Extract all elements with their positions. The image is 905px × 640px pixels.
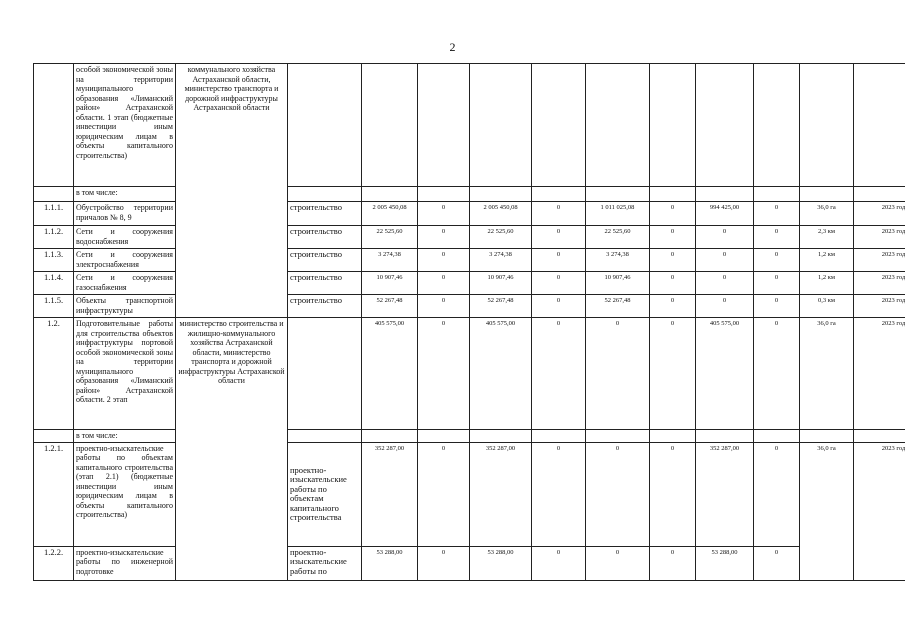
funding-year-2-other	[754, 187, 800, 202]
row-number	[34, 187, 74, 202]
funding-year-2-other	[754, 64, 800, 187]
funding-federal: 0	[418, 202, 470, 226]
funding-federal: 0	[418, 295, 470, 318]
funding-year-2: 53 288,00	[696, 546, 754, 580]
table-row	[34, 64, 905, 187]
funding-regional: 10 907,46	[470, 272, 532, 295]
capacity: 36,0 га	[800, 318, 854, 430]
capacity: 2,3 км	[800, 226, 854, 249]
funding-regional: 52 267,48	[470, 295, 532, 318]
table-row	[34, 272, 905, 295]
funding-year-2-other: 0	[754, 318, 800, 430]
funding-total: 352 287,00	[362, 442, 418, 546]
completion-year: 2023 год	[854, 318, 905, 430]
funding-year-2-other: 0	[754, 249, 800, 272]
funding-year-1-other	[650, 187, 696, 202]
funding-regional	[470, 64, 532, 187]
funding-year-1: 0	[586, 442, 650, 546]
capacity: 36,0 га	[800, 202, 854, 226]
capacity: 1,2 км	[800, 272, 854, 295]
funding-regional: 3 274,38	[470, 249, 532, 272]
funding-total: 53 288,00	[362, 546, 418, 580]
funding-regional	[470, 430, 532, 443]
row-number: 1.1.2.	[34, 226, 74, 249]
funding-regional: 53 288,00	[470, 546, 532, 580]
capacity	[800, 187, 854, 202]
table-row	[34, 546, 905, 580]
work-type: строительство	[288, 249, 362, 272]
funding-local: 0	[532, 442, 586, 546]
funding-year-2	[696, 187, 754, 202]
row-number: 1.1.5.	[34, 295, 74, 318]
row-number: 1.1.4.	[34, 272, 74, 295]
funding-year-1-other: 0	[650, 295, 696, 318]
work-type	[288, 64, 362, 187]
object-name: проектно-изыскательские работы по объектам капитального строительства (этап 2.1) (бюджетные инвестиции иным юридическим лицам в объекты капитального строительства)	[74, 442, 176, 546]
funding-year-2	[696, 430, 754, 443]
completion-year: 2023 год	[854, 202, 905, 226]
funding-year-2: 405 575,00	[696, 318, 754, 430]
funding-year-2-other: 0	[754, 226, 800, 249]
object-name: особой экономической зоны на территории муниципального образования «Лиманский район» Астраханской области. 1 этап (бюджетные инвестиции иным юридическим лицам в объекты капитального строительства)	[74, 64, 176, 187]
funding-year-2: 994 425,00	[696, 202, 754, 226]
completion-year: 2023 год	[854, 226, 905, 249]
funding-year-1	[586, 187, 650, 202]
funding-year-2-other	[754, 430, 800, 443]
funding-total	[362, 430, 418, 443]
funding-regional: 352 287,00	[470, 442, 532, 546]
funding-year-1: 0	[586, 546, 650, 580]
object-name: Подготовительные работы для строительства объектов инфраструктуры портовой особой экономической зоны на территории муниципального образования «Лиманский район» Астраханской области. 2 этап	[74, 318, 176, 430]
funding-year-2-other: 0	[754, 272, 800, 295]
capacity: 36,0 га	[800, 442, 854, 580]
funding-year-1	[586, 64, 650, 187]
funding-local: 0	[532, 295, 586, 318]
funding-year-1-other: 0	[650, 202, 696, 226]
work-type	[288, 318, 362, 430]
row-number: 1.2.2.	[34, 546, 74, 580]
funding-year-1-other: 0	[650, 249, 696, 272]
funding-local: 0	[532, 226, 586, 249]
funding-year-1: 52 267,48	[586, 295, 650, 318]
funding-regional: 22 525,60	[470, 226, 532, 249]
funding-total: 22 525,60	[362, 226, 418, 249]
funding-local: 0	[532, 272, 586, 295]
funding-federal	[418, 187, 470, 202]
table-row	[34, 187, 905, 202]
funding-year-2: 0	[696, 295, 754, 318]
funding-year-1-other: 0	[650, 318, 696, 430]
page-number: 2	[449, 40, 456, 54]
work-type: строительство	[288, 295, 362, 318]
funding-federal: 0	[418, 272, 470, 295]
funding-year-2: 0	[696, 249, 754, 272]
funding-total: 10 907,46	[362, 272, 418, 295]
funding-total: 52 267,48	[362, 295, 418, 318]
funding-year-2: 0	[696, 272, 754, 295]
funding-federal: 0	[418, 249, 470, 272]
table-row	[34, 202, 905, 226]
work-type	[288, 187, 362, 202]
executor-cell: министерство строительства и жилищно-коммунального хозяйства Астраханской области, министерство транспорта и дорожной инфраструктуры Астраханской области	[176, 318, 288, 581]
funding-total	[362, 187, 418, 202]
row-number: 1.1.3.	[34, 249, 74, 272]
completion-year	[854, 187, 905, 202]
object-name: проектно-изыскательские работы по инженерной подготовке	[74, 546, 176, 580]
funding-year-2-other: 0	[754, 442, 800, 546]
work-type: проектно-изыскательские работы по объектам капитального строительства	[288, 442, 362, 546]
table-row	[34, 226, 905, 249]
funding-year-1-other: 0	[650, 272, 696, 295]
work-type	[288, 430, 362, 443]
capacity	[800, 64, 854, 187]
completion-year: 2023 год	[854, 295, 905, 318]
work-type: строительство	[288, 202, 362, 226]
object-name: в том числе:	[74, 430, 176, 443]
work-type: проектно-изыскательские работы по	[288, 546, 362, 580]
row-number: 1.1.1.	[34, 202, 74, 226]
funding-federal: 0	[418, 318, 470, 430]
funding-year-2-other: 0	[754, 546, 800, 580]
table-row	[34, 249, 905, 272]
row-number	[34, 64, 74, 187]
capacity: 1,2 км	[800, 249, 854, 272]
object-name: Сети и сооружения электроснабжения	[74, 249, 176, 272]
funding-local	[532, 64, 586, 187]
funding-federal: 0	[418, 546, 470, 580]
funding-local: 0	[532, 249, 586, 272]
completion-year	[854, 64, 905, 187]
table-row	[34, 318, 905, 430]
object-name: Объекты транспортной инфраструктуры	[74, 295, 176, 318]
completion-year: 2023 год	[854, 442, 905, 580]
funding-year-1: 3 274,38	[586, 249, 650, 272]
funding-federal	[418, 64, 470, 187]
funding-year-1-other	[650, 64, 696, 187]
funding-year-2: 352 287,00	[696, 442, 754, 546]
row-number: 1.2.	[34, 318, 74, 430]
completion-year: 2023 год	[854, 249, 905, 272]
funding-total	[362, 64, 418, 187]
work-type: строительство	[288, 226, 362, 249]
funding-year-1-other	[650, 430, 696, 443]
object-name: Обустройство территории причалов № 8, 9	[74, 202, 176, 226]
table-row	[34, 430, 905, 443]
funding-local	[532, 430, 586, 443]
funding-federal: 0	[418, 442, 470, 546]
funding-total: 3 274,38	[362, 249, 418, 272]
funding-year-2	[696, 64, 754, 187]
table-row	[34, 295, 905, 318]
funding-federal	[418, 430, 470, 443]
funding-local: 0	[532, 202, 586, 226]
table-row	[34, 442, 905, 546]
funding-federal: 0	[418, 226, 470, 249]
funding-local	[532, 187, 586, 202]
funding-year-1-other: 0	[650, 442, 696, 546]
completion-year: 2023 год	[854, 272, 905, 295]
funding-year-1: 22 525,60	[586, 226, 650, 249]
funding-year-2: 0	[696, 226, 754, 249]
work-type: строительство	[288, 272, 362, 295]
funding-year-2-other: 0	[754, 202, 800, 226]
capacity	[800, 430, 854, 443]
funding-regional	[470, 187, 532, 202]
object-name: Сети и сооружения газоснабжения	[74, 272, 176, 295]
funding-total: 2 005 450,08	[362, 202, 418, 226]
object-name: Сети и сооружения водоснабжения	[74, 226, 176, 249]
funding-regional: 405 575,00	[470, 318, 532, 430]
funding-year-1: 1 011 025,08	[586, 202, 650, 226]
funding-local: 0	[532, 318, 586, 430]
funding-year-1: 0	[586, 318, 650, 430]
funding-year-1	[586, 430, 650, 443]
row-number	[34, 430, 74, 443]
funding-year-1-other: 0	[650, 546, 696, 580]
capacity: 0,3 км	[800, 295, 854, 318]
budget-table	[33, 63, 905, 581]
object-name: в том числе:	[74, 187, 176, 202]
row-number: 1.2.1.	[34, 442, 74, 546]
funding-year-1: 10 907,46	[586, 272, 650, 295]
executor-cell: коммунального хозяйства Астраханской области, министерство транспорта и дорожной инфраструктуры Астраханской области	[176, 64, 288, 318]
funding-regional: 2 005 450,08	[470, 202, 532, 226]
funding-total: 405 575,00	[362, 318, 418, 430]
funding-year-1-other: 0	[650, 226, 696, 249]
completion-year	[854, 430, 905, 443]
funding-local: 0	[532, 546, 586, 580]
funding-year-2-other: 0	[754, 295, 800, 318]
